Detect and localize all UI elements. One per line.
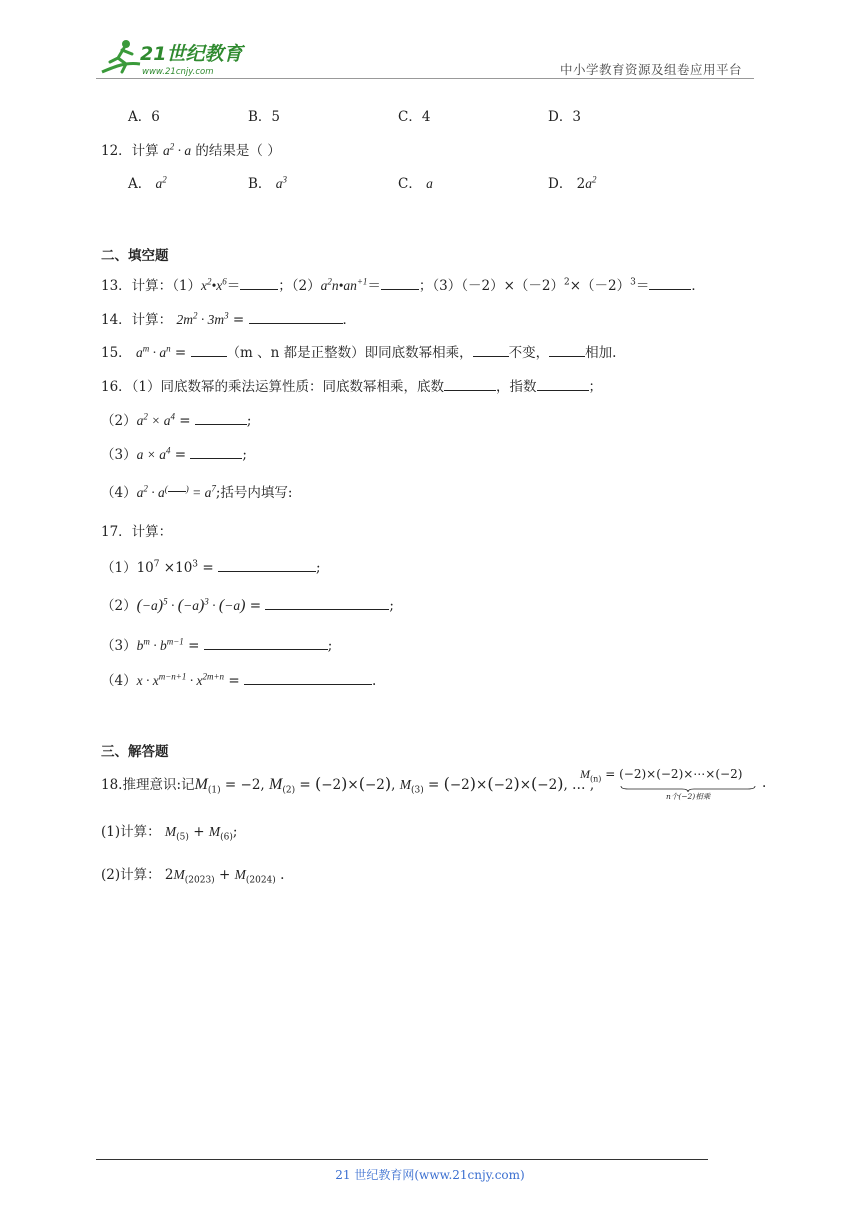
q11-option-c: C．4: [398, 109, 431, 125]
platform-name: 中小学教育资源及组卷应用平台: [560, 62, 743, 77]
q12-stem: 12．计算 $a^2 \cdot a$ 的结果是（ ）: [101, 141, 281, 159]
svg-text:www.21cnjy.com: www.21cnjy.com: [142, 67, 214, 77]
q18-period: .: [762, 775, 767, 791]
q17-part1: $(1)10^7 \times 10^3$ = ;: [101, 559, 321, 576]
svg-text:21世纪教育: 21世纪教育: [140, 43, 243, 65]
q12-option-b: B． $a^3$: [248, 174, 287, 192]
logo: [96, 36, 256, 80]
q12-option-c: C． a: [398, 176, 433, 192]
header-divider: [96, 78, 754, 79]
q17-part2: $(2)(-a)^5 \cdot (-a)^3 \cdot (-a)$ = ;: [101, 596, 394, 614]
q11-option-d: D．3: [548, 109, 581, 125]
q12-option-a: A． $a^2$: [128, 174, 167, 192]
q13: 13．计算：$(1)x^2•x^6=$ ；$(2)a^2n•an^{+1}=$ ；$(3)(-2)\times(-2)^2\times(-2)^3=$ ．: [101, 276, 705, 294]
q11-option-b: B．5: [248, 109, 281, 125]
underbrace-label: n个(−2)相乘: [666, 792, 711, 801]
q16-line2: $(2)a^2 \times a^4$ = ;: [101, 411, 252, 429]
q17-part4: $(4)x \cdot x^{m-n+1} \cdot x^{2m+n}$ = .: [101, 671, 377, 689]
q11-option-a: A．6: [128, 109, 160, 125]
q16-line1: 16．（1）同底数幂的乘法运算性质：同底数幂相乘，底数 ，指数 ；: [101, 379, 603, 395]
q15: 15． $a^m \cdot a^n = (m$ 、n 都是正整数）即同底数幂相乘， 不变， 相加.: [101, 343, 617, 361]
q17-part3: $(3)b^m \cdot b^{m-1}$ = ;: [101, 636, 333, 654]
q17-stem: 17．计算：: [101, 524, 173, 540]
footer-text[interactable]: 21 世纪教育网(www.21cnjy.com): [335, 1168, 525, 1182]
q18-stem: 18.推理意识:记$M_{(1)} = -2$, $M_{(2)} = (-2)\times(-2)$, $M_{(3)} = (-2)\times(-2)\times(-2)$, … ,: [101, 774, 595, 796]
footer-divider: [96, 1159, 708, 1160]
q16-line4: $(4)a^2 \cdot a^{( )} = a^7$;括号内填写:: [101, 483, 293, 501]
q18-sub1: (1)计算： $M_{(5)} + M_{(6)}$;: [101, 824, 238, 843]
q16-line3: $(3)a \times a^4$ = ;: [101, 445, 247, 463]
q12-option-d: D． $2a^2$: [548, 174, 597, 192]
q14: 14．计算： $2m^2 \cdot 3m^3$ = ．: [101, 310, 357, 328]
q18-sub2: (2)计算： $2M_{(2023)} + M_{(2024)}$ .: [101, 867, 285, 886]
section-answer: 三、解答题: [101, 744, 169, 760]
q18-general-term: $M_{(n)}$ = (−2)×(−2)×⋯×(−2) n个(−2)相乘: [580, 767, 742, 782]
runner-icon: [102, 40, 140, 72]
section-fill-in: 二、填空题: [101, 248, 169, 264]
